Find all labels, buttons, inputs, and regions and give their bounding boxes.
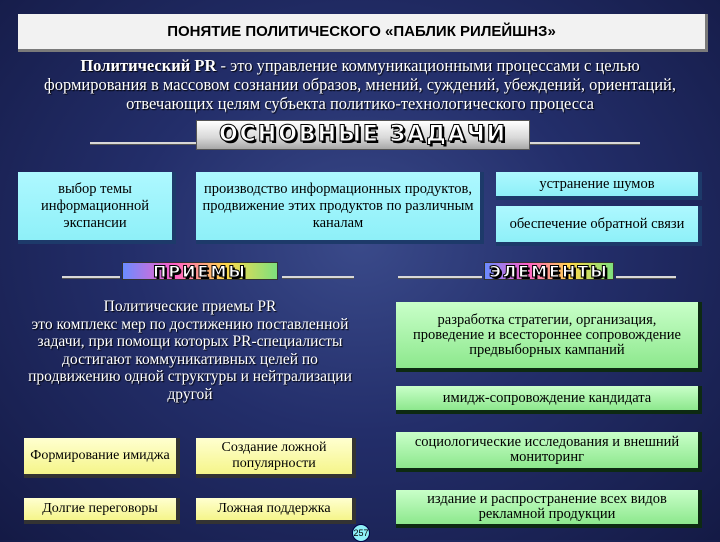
task-box-theme: выбор темы информационной экспансии [18, 172, 176, 244]
method-image-formation: Формирование имиджа [24, 438, 180, 478]
methods-line-right [282, 276, 354, 278]
method-false-popularity: Создание ложной популярности [196, 438, 356, 478]
divider-line-left [90, 142, 196, 144]
methods-heading: Политические приемы PR [103, 298, 277, 315]
divider-line-right [530, 142, 640, 144]
elements-line-right [616, 276, 676, 278]
definition-term: Политический PR [80, 56, 217, 75]
page-number: 257 [352, 524, 370, 542]
task-box-feedback: обеспечение обратной связи [496, 206, 702, 246]
page-title: ПОНЯТИЕ ПОЛИТИЧЕСКОГО «ПАБЛИК РИЛЕЙШНЗ» [18, 14, 708, 52]
methods-line-left [62, 276, 120, 278]
definition-text [30, 56, 690, 113]
element-image-support: имидж-сопровождение кандидата [396, 386, 702, 414]
main-tasks-banner: ОСНОВНЫЕ ЗАДАЧИ [196, 120, 530, 150]
methods-body: это комплекс мер по достижению поставленной задачи, при помощи которых PR-специалисты достигают коммуникативных целей по продвижению одной структуры и нейтрализации другой [28, 315, 352, 403]
element-advertising: издание и распространение всех видов рекламной продукции [396, 490, 702, 528]
elements-banner: ЭЛЕМЕНТЫ [484, 262, 614, 280]
method-long-negotiations: Долгие переговоры [24, 498, 180, 524]
task-box-noise: устранение шумов [496, 172, 702, 200]
method-false-support: Ложная поддержка [196, 498, 356, 524]
element-strategy: разработка стратегии, организация, проведение и всестороннее сопровождение предвыборных кампаний [396, 302, 702, 372]
methods-definition [20, 298, 360, 403]
definition-body: - это управление коммуникационными процессами с целью формирования в массовом сознании образов, мнений, суждений, убеждений, ориентаций, отвечающих целям субъекта политико-технологического процесса [44, 56, 676, 113]
element-sociology: социологические исследования и внешний мониторинг [396, 432, 702, 472]
elements-line-left [398, 276, 482, 278]
task-box-production: производство информационных продуктов, продвижение этих продуктов по различным каналам [196, 172, 484, 244]
methods-banner: ПРИЕМЫ [122, 262, 278, 280]
